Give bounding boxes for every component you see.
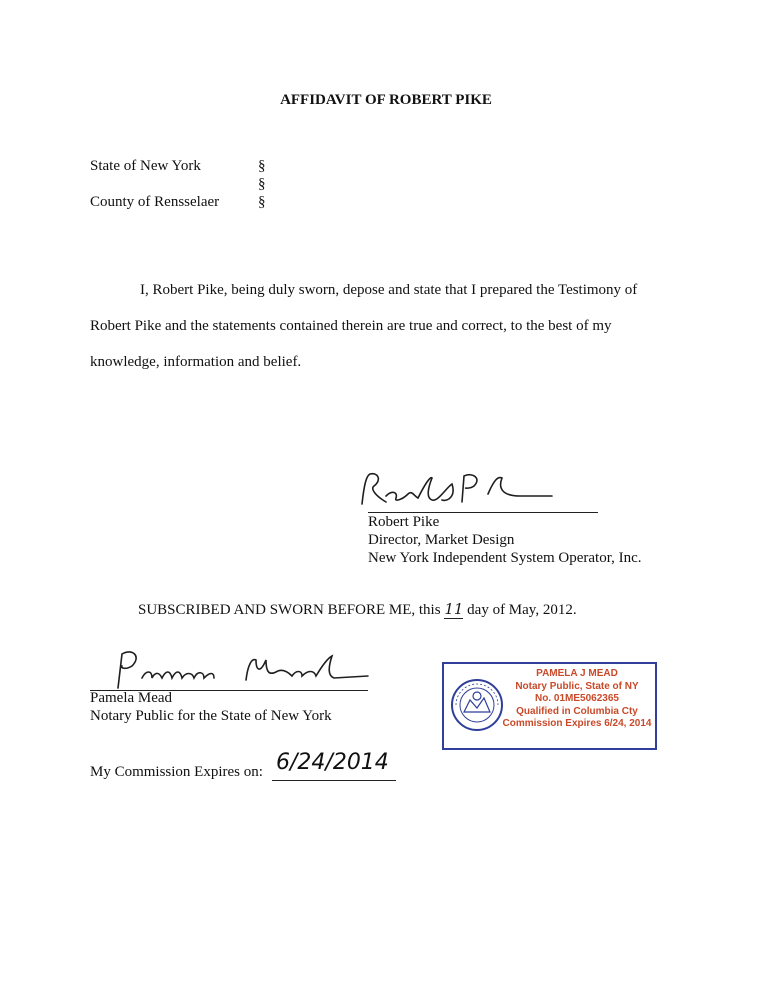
notary-role: Notary Public for the State of New York — [90, 708, 332, 724]
section-symbol: § — [258, 158, 266, 174]
state-seal-icon — [450, 678, 504, 732]
commission-date: 6/24/2014 — [276, 750, 389, 775]
affiant-organization: New York Independent System Operator, Inc. — [368, 550, 642, 566]
commission-label: My Commission Expires on: — [90, 764, 263, 780]
jurat-line — [138, 600, 577, 619]
jurat-day: 11 — [444, 600, 464, 618]
stamp-line: Qualified in Columbia Cty — [516, 705, 638, 717]
notary-stamp — [442, 662, 657, 750]
section-symbol: § — [258, 176, 266, 192]
stamp-line: Commission Expires 6/24, 2014 — [502, 718, 652, 729]
commission-date-line — [272, 780, 396, 781]
affiant-name: Robert Pike — [368, 514, 440, 530]
affiant-title: Director, Market Design — [368, 532, 515, 548]
affiant-signature-line — [368, 512, 598, 513]
notary-name: Pamela Mead — [90, 690, 173, 706]
section-symbol: § — [258, 194, 266, 210]
venue-county: County of Rensselaer — [90, 194, 220, 210]
notary-signature — [96, 644, 376, 694]
body-line-2: Robert Pike and the statements contained therein are true and correct, to the best of my — [90, 318, 612, 334]
body-line-3: knowledge, information and belief. — [90, 354, 302, 370]
jurat-prefix: SUBSCRIBED AND SWORN BEFORE ME, this — [138, 602, 441, 618]
jurat-suffix: day of May, 2012. — [467, 602, 577, 618]
affiant-signature — [352, 466, 562, 512]
venue-state: State of New York — [90, 158, 201, 174]
body-line-1: I, Robert Pike, being duly sworn, depose and state that I prepared the Testimony of — [140, 282, 638, 298]
stamp-line: PAMELA J MEAD — [536, 668, 618, 679]
stamp-text — [502, 668, 652, 731]
document-title: AFFIDAVIT OF ROBERT PIKE — [280, 92, 492, 108]
stamp-line: No. 01ME5062365 — [535, 693, 619, 704]
stamp-line: Notary Public, State of NY — [515, 680, 639, 692]
